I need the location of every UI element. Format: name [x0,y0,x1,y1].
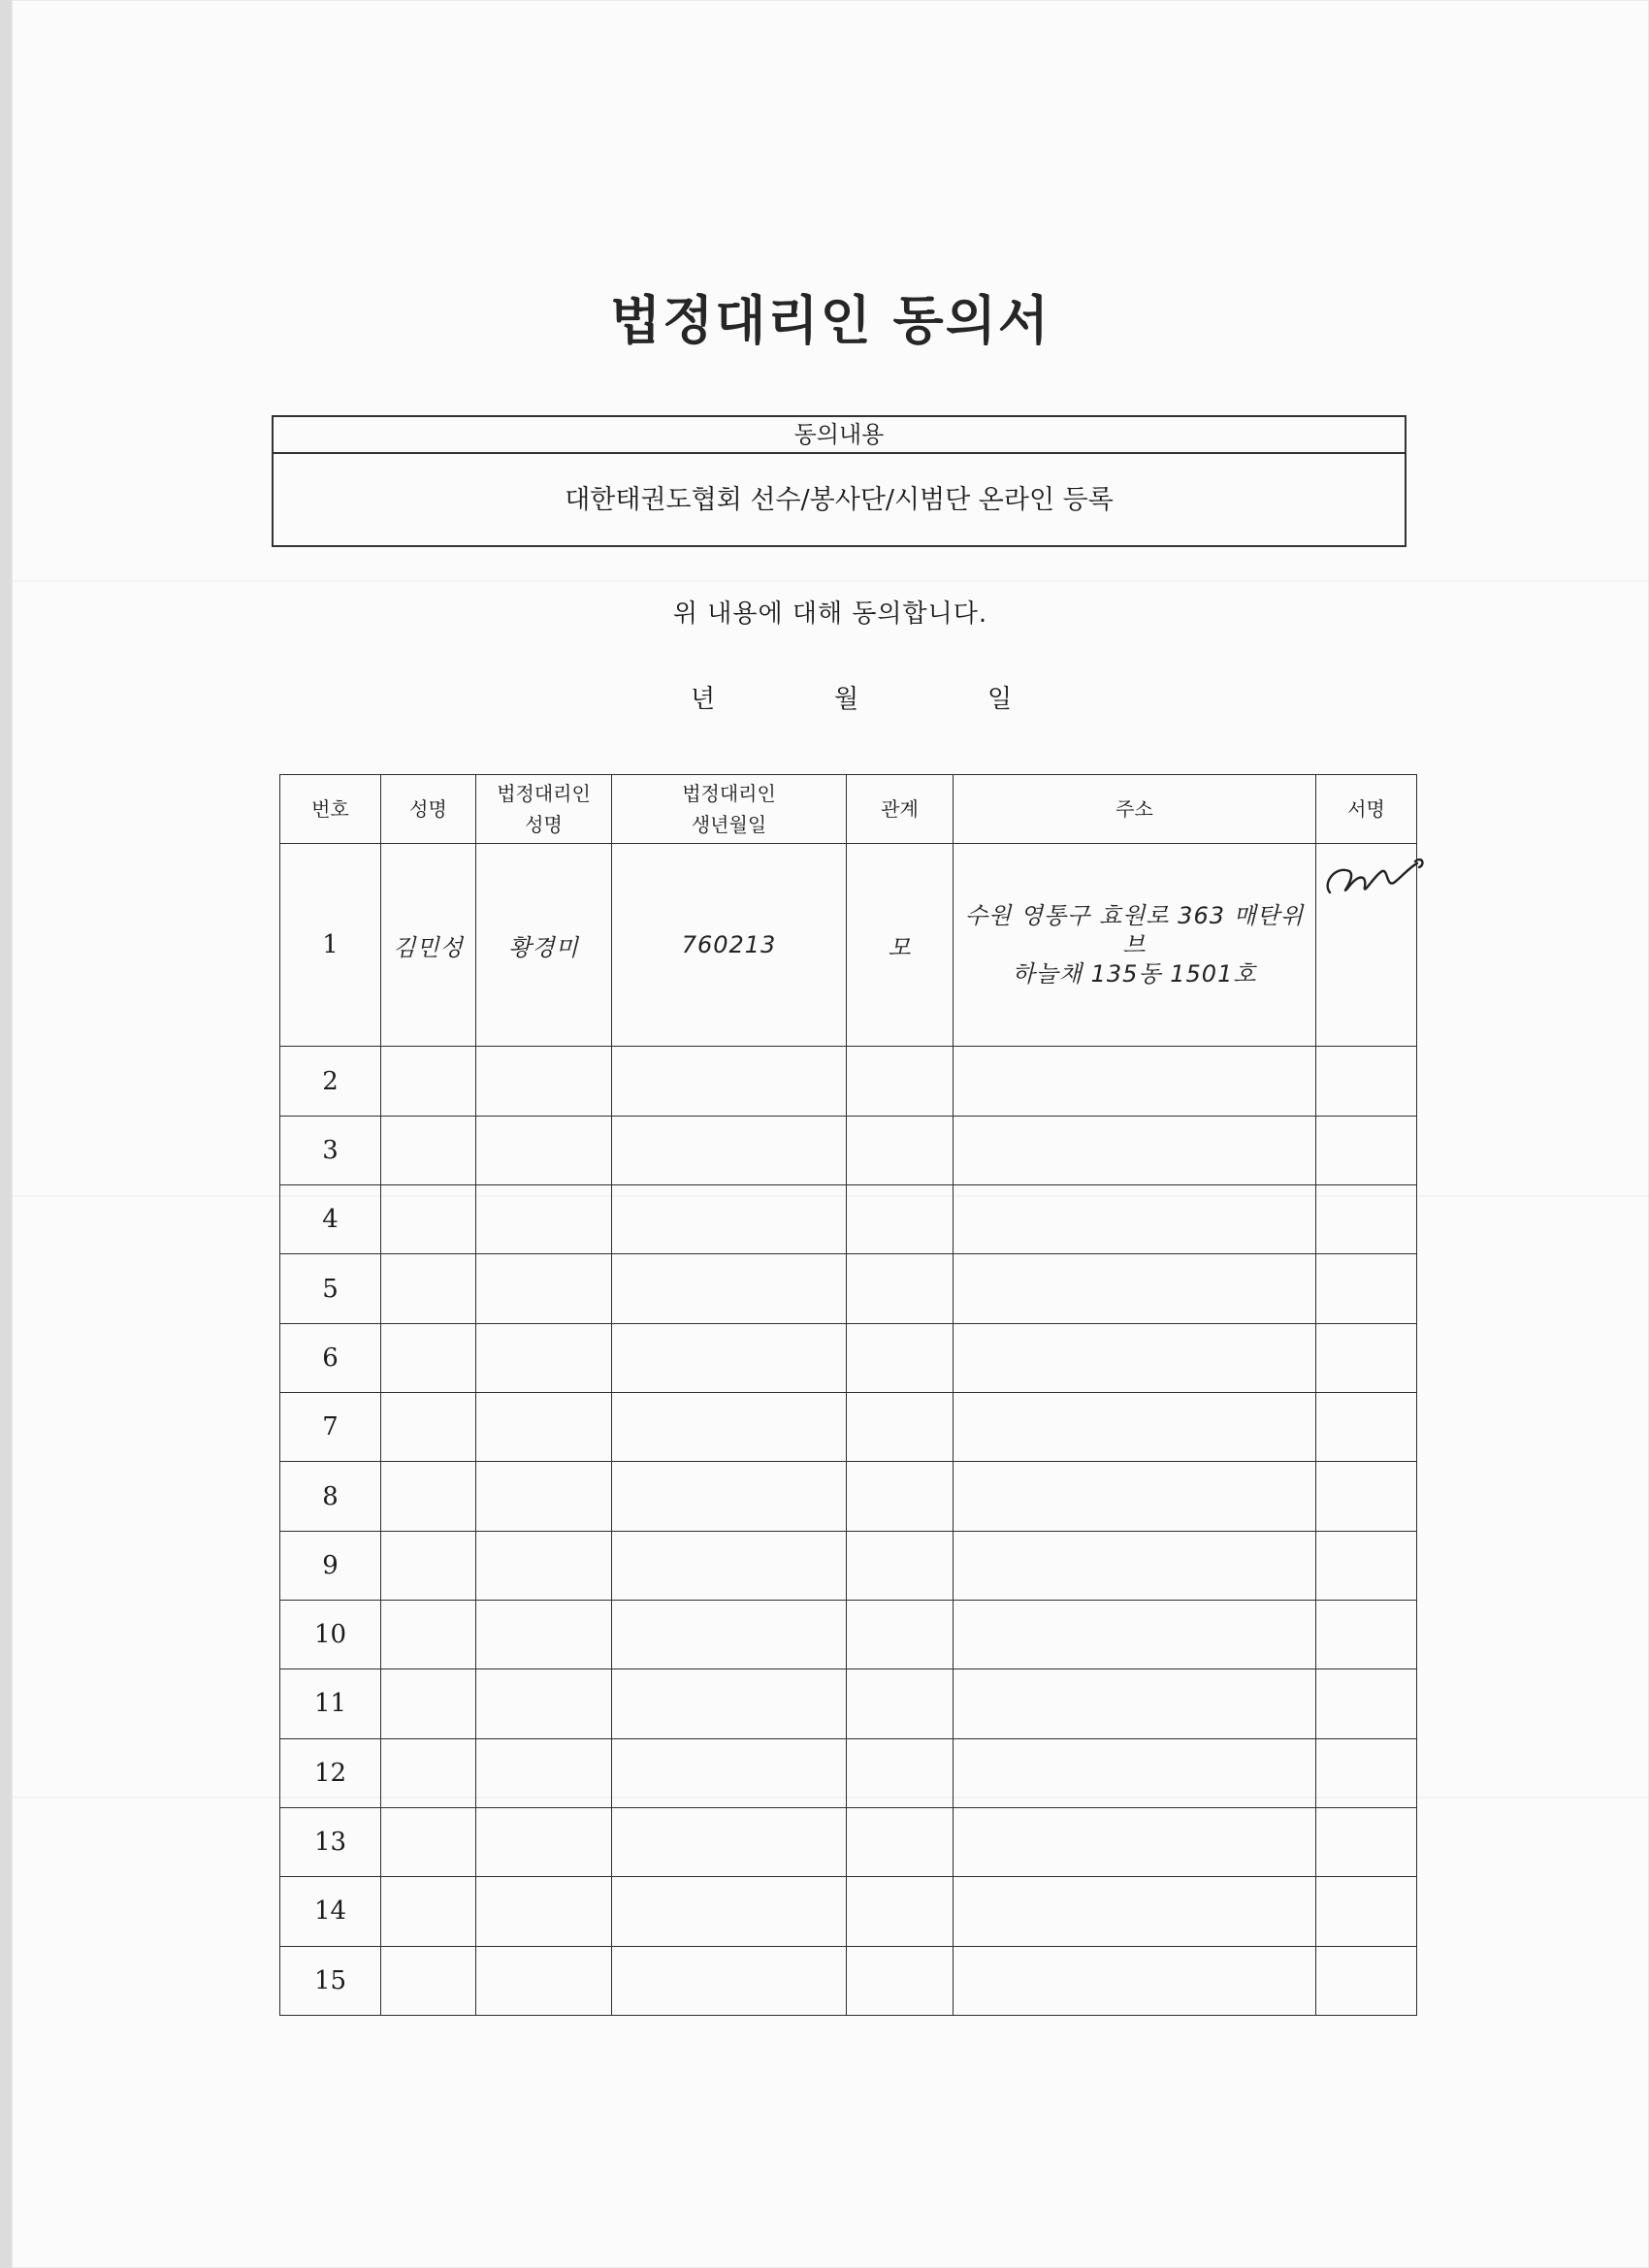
fold-crease [12,580,1649,582]
header-signature: 서명 [1316,775,1417,844]
table-row [280,1323,1417,1392]
row-number: 9 [280,1531,381,1600]
table-row [280,1116,1417,1184]
table-row [280,844,1417,1047]
row-number: 5 [280,1254,381,1323]
header-guardian-name-line1: 법정대리인 [497,782,591,805]
table-row [280,1601,1417,1669]
header-number: 번호 [280,775,381,844]
row-number: 11 [280,1669,381,1738]
handwritten-address [954,844,1316,1047]
table-row [280,1877,1417,1946]
guardian-table [279,774,1417,2016]
row-number: 3 [280,1116,381,1184]
agreement-statement: 위 내용에 대해 동의합니다. [672,599,988,629]
table-row [280,1669,1417,1738]
table-row [280,1254,1417,1323]
row-number: 14 [280,1877,381,1946]
signature-cell [1316,844,1417,1047]
table-row [280,1462,1417,1531]
row-number: 2 [280,1047,381,1116]
table-row [280,1738,1417,1807]
table-row [280,1393,1417,1462]
header-name: 성명 [381,775,476,844]
row-number: 1 [280,844,381,1047]
header-guardian-birth-line2: 생년월일 [691,813,767,836]
header-guardian-name-line2: 성명 [525,813,563,836]
table-row [280,1807,1417,1876]
handwritten-guardian-birth: 760213 [612,844,847,1047]
header-guardian-birth [612,775,847,844]
row-number: 12 [280,1738,381,1807]
year-label: 년 [691,685,716,714]
row-number: 8 [280,1462,381,1531]
day-label: 일 [987,685,1013,714]
row-number: 13 [280,1807,381,1876]
header-guardian-name [476,775,612,844]
header-address: 주소 [954,775,1316,844]
date-line [12,679,1649,718]
signature-scribble-icon [1318,854,1454,912]
row-number: 15 [280,1946,381,2015]
document-page [12,0,1649,2268]
document-title: 법정대리인 동의서 [609,289,1051,351]
table-header-row [280,775,1417,844]
row-number: 4 [280,1185,381,1254]
table-row [280,1185,1417,1254]
header-guardian-birth-line1: 법정대리인 [682,782,776,805]
header-relation: 관계 [847,775,954,844]
consent-box [272,415,1406,547]
row-number: 6 [280,1323,381,1392]
consent-heading: 동의내용 [274,417,1405,454]
table-row [280,1047,1417,1116]
row-number: 10 [280,1601,381,1669]
address-line-1: 수원 영통구 효원로 363 매탄위브 [964,902,1305,959]
month-label: 월 [834,685,859,714]
consent-body: 대한태권도협회 선수/봉사단/시범단 온라인 등록 [565,485,1114,515]
handwritten-relation: 모 [847,844,954,1047]
table-row [280,1946,1417,2015]
row-number: 7 [280,1393,381,1462]
address-line-2: 하늘채 135동 1501호 [1012,960,1257,988]
handwritten-guardian-name: 황경미 [476,844,612,1047]
table-row [280,1531,1417,1600]
handwritten-name: 김민성 [381,844,476,1047]
